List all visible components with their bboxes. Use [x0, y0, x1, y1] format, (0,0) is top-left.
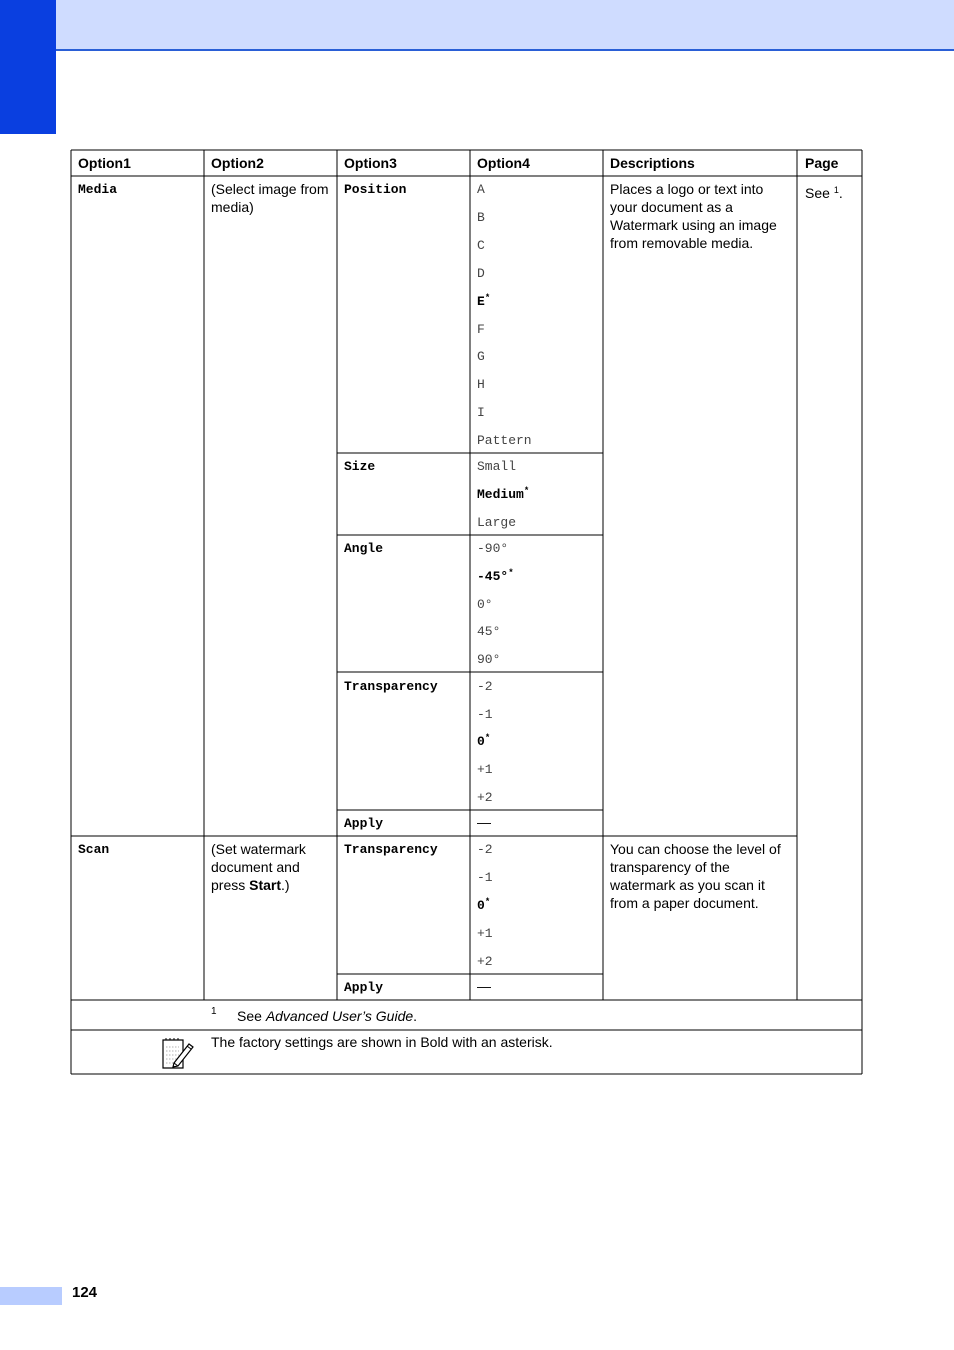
position-value-text: E — [477, 293, 485, 309]
media-apply-label: Apply — [344, 816, 384, 831]
position-value-text: C — [477, 237, 485, 253]
media-page-ref — [805, 184, 843, 202]
default-marker: * — [484, 897, 491, 907]
scan-transparency-value-text: +2 — [477, 954, 493, 969]
note-pencil-icon — [160, 1036, 196, 1072]
size-label: Size — [344, 459, 376, 474]
angle-value-text: 45° — [477, 624, 501, 640]
position-value-text: I — [477, 405, 485, 421]
scan-apply-value: — — [477, 978, 491, 994]
footnote-number: 1 — [211, 1006, 217, 1017]
size-value — [477, 514, 516, 532]
position-value — [477, 181, 485, 199]
media-option1: Media — [78, 182, 118, 197]
position-value — [477, 209, 485, 227]
page-number: 124 — [72, 1284, 98, 1301]
header-page: Page — [805, 155, 839, 171]
media-description: Places a logo or text into your document as a Watermark using an image from removable media. — [610, 181, 777, 251]
angle-value — [477, 596, 493, 614]
note-text: The factory settings are shown in Bold with an asterisk. — [211, 1034, 553, 1050]
default-marker: * — [508, 567, 514, 578]
footnote-suffix: . — [413, 1008, 418, 1024]
scan-transparency-value-text: 0 — [477, 898, 485, 913]
position-value — [477, 376, 485, 394]
media-transparency-value — [477, 733, 490, 751]
scan-transparency-value — [477, 897, 490, 915]
angle-value — [477, 623, 500, 641]
scan-transparency-label: Transparency — [344, 842, 438, 857]
media-transparency-value-text: +2 — [477, 789, 493, 805]
position-value-text: A — [477, 182, 485, 197]
scan-option2-end: .) — [281, 877, 290, 893]
page-ref-prefix: See — [805, 185, 830, 201]
scan-option2 — [211, 840, 333, 894]
scan-transparency-value — [477, 841, 493, 859]
media-transparency-value-text: -2 — [477, 679, 493, 694]
position-value-text: G — [477, 349, 485, 365]
position-value-text: F — [477, 321, 485, 337]
page-ref-footnote: 1 — [833, 185, 839, 195]
size-value-text: Small — [477, 459, 517, 474]
default-marker: * — [523, 486, 530, 496]
media-option2: (Select image from media) — [211, 181, 329, 215]
angle-value-text: 90° — [477, 652, 501, 668]
media-transparency-value — [477, 706, 493, 724]
angle-value-text: -90° — [477, 541, 509, 556]
media-transparency-value-text: -1 — [477, 706, 493, 722]
position-value — [477, 404, 485, 422]
angle-value — [477, 568, 514, 586]
scan-transparency-value — [477, 953, 493, 971]
angle-value-text: -45° — [477, 568, 509, 584]
scan-option2-text: (Set watermark document and press — [211, 841, 306, 893]
angle-value — [477, 540, 508, 558]
scan-transparency-value-text: +1 — [477, 926, 493, 941]
position-value-text: Pattern — [477, 433, 532, 449]
header-option3: Option3 — [344, 155, 397, 171]
footnote-title: Advanced User’s Guide — [265, 1008, 414, 1024]
scan-option1: Scan — [78, 842, 110, 857]
header-option4: Option4 — [477, 155, 530, 171]
scan-description: You can choose the level of transparency of the watermark as you scan it from a paper document. — [610, 841, 781, 911]
media-transparency-value-text: 0 — [477, 734, 485, 750]
chapter-tab — [0, 0, 56, 134]
size-value-text: Medium — [477, 487, 524, 502]
default-marker: * — [484, 733, 491, 744]
angle-value — [477, 651, 500, 669]
page-tab — [0, 1287, 62, 1305]
start-key: Start — [249, 877, 282, 893]
header-descriptions: Descriptions — [610, 155, 695, 171]
angle-value-text: 0° — [477, 596, 493, 612]
position-value — [477, 432, 532, 450]
size-value — [477, 486, 529, 504]
size-value — [477, 458, 516, 476]
angle-label: Angle — [344, 541, 384, 556]
position-label: Position — [344, 182, 407, 197]
header-option1: Option1 — [78, 155, 131, 171]
position-value-text: D — [477, 265, 485, 281]
footnote-text — [237, 1007, 417, 1025]
position-value-text: H — [477, 377, 485, 393]
position-value — [477, 293, 490, 311]
position-value — [477, 265, 485, 283]
media-transparency-value — [477, 761, 493, 779]
default-marker: * — [484, 292, 491, 303]
header-option2: Option2 — [211, 155, 264, 171]
footnote-prefix: See — [237, 1008, 266, 1024]
position-value-text: B — [477, 209, 485, 225]
media-transparency-label: Transparency — [344, 679, 438, 694]
page-ref-suffix: . — [838, 185, 843, 201]
scan-transparency-value — [477, 925, 493, 943]
scan-apply-label: Apply — [344, 980, 384, 995]
position-value — [477, 348, 485, 366]
media-transparency-value — [477, 789, 493, 807]
header-band — [0, 0, 954, 51]
size-value-text: Large — [477, 515, 517, 530]
media-transparency-value — [477, 678, 493, 696]
position-value — [477, 237, 485, 255]
media-apply-value: — — [477, 814, 491, 830]
scan-transparency-value-text: -1 — [477, 870, 493, 885]
scan-transparency-value — [477, 869, 493, 887]
media-transparency-value-text: +1 — [477, 762, 493, 778]
scan-transparency-value-text: -2 — [477, 842, 493, 857]
position-value — [477, 321, 485, 339]
